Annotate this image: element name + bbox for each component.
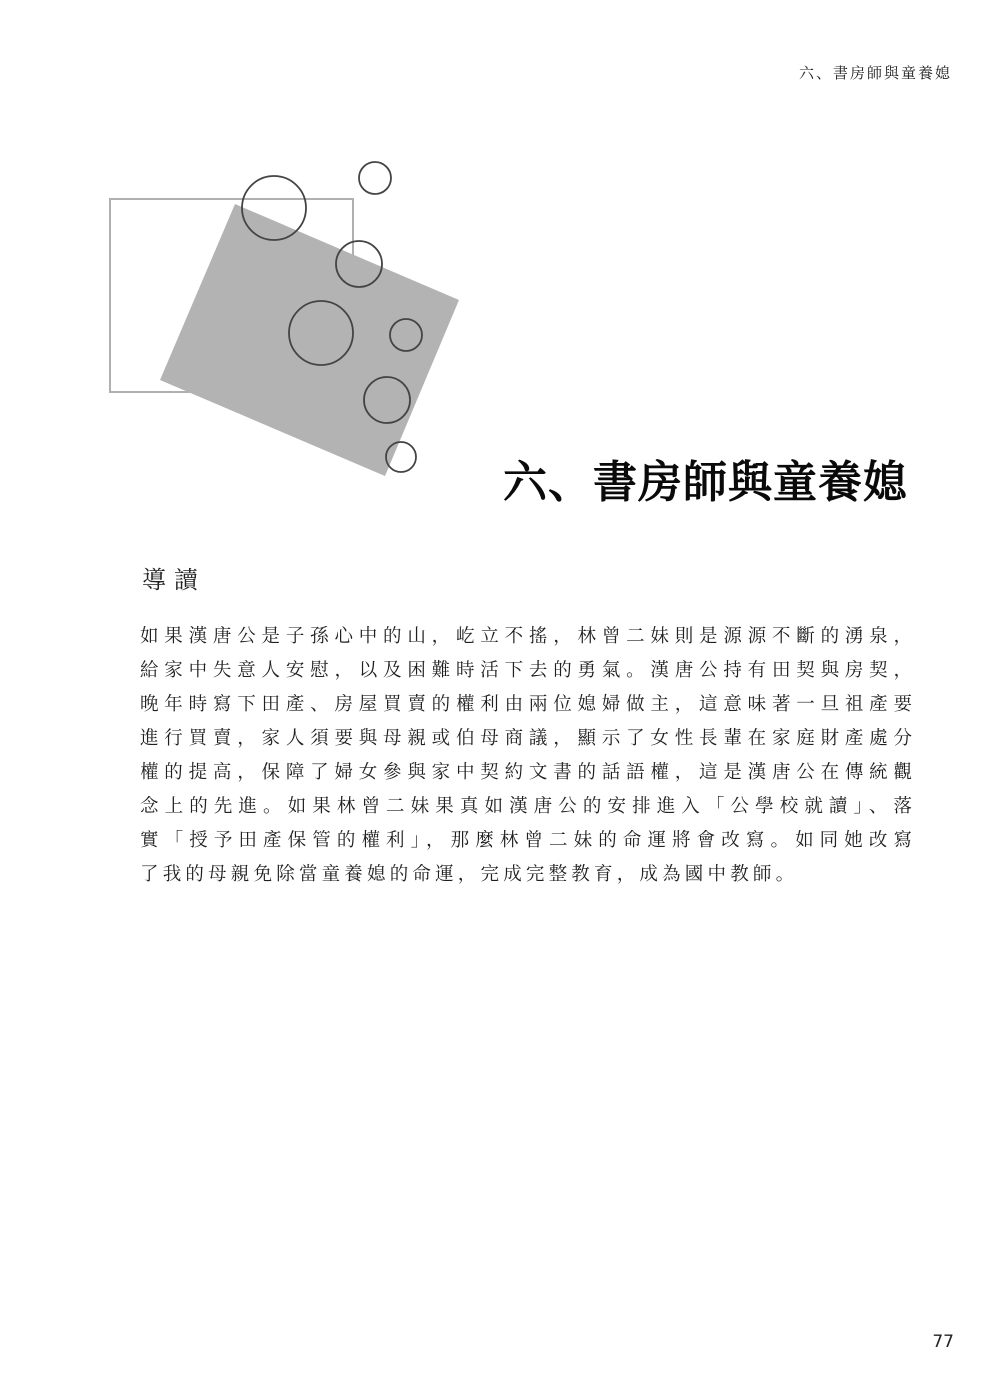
decorative-circle	[359, 162, 391, 194]
chapter-title: 六、書房師與童養媳	[503, 457, 908, 508]
body-line: 進行買賣，家人須要與母親或伯母商議，顯示了女性長輩在家庭財產處分	[140, 728, 912, 749]
gray-rotated-square	[160, 204, 459, 476]
page-number: 77	[932, 1332, 954, 1352]
body-line: 如果漢唐公是子孫心中的山，屹立不搖，林曾二妹則是源源不斷的湧泉，	[140, 626, 912, 647]
body-line: 晚年時寫下田產、房屋買賣的權利由兩位媳婦做主，這意味著一旦祖產要	[140, 694, 912, 715]
body-line: 了我的母親免除當童養媳的命運，完成完整教育，成為國中教師。	[140, 864, 799, 885]
decorative-graphic	[100, 150, 480, 490]
body-paragraph	[140, 620, 912, 892]
body-line: 實「授予田產保管的權利」，那麼林曾二妹的命運將會改寫。如同她改寫	[140, 830, 912, 851]
body-line: 給家中失意人安慰，以及困難時活下去的勇氣。漢唐公持有田契與房契，	[140, 660, 912, 681]
body-line: 權的提高，保障了婦女參與家中契約文書的話語權，這是漢唐公在傳統觀	[140, 762, 912, 783]
body-line: 念上的先進。如果林曾二妹果真如漢唐公的安排進入「公學校就讀」、落	[140, 796, 912, 817]
section-heading: 導讀	[142, 566, 206, 594]
running-header: 六、書房師與童養媳	[798, 64, 952, 82]
